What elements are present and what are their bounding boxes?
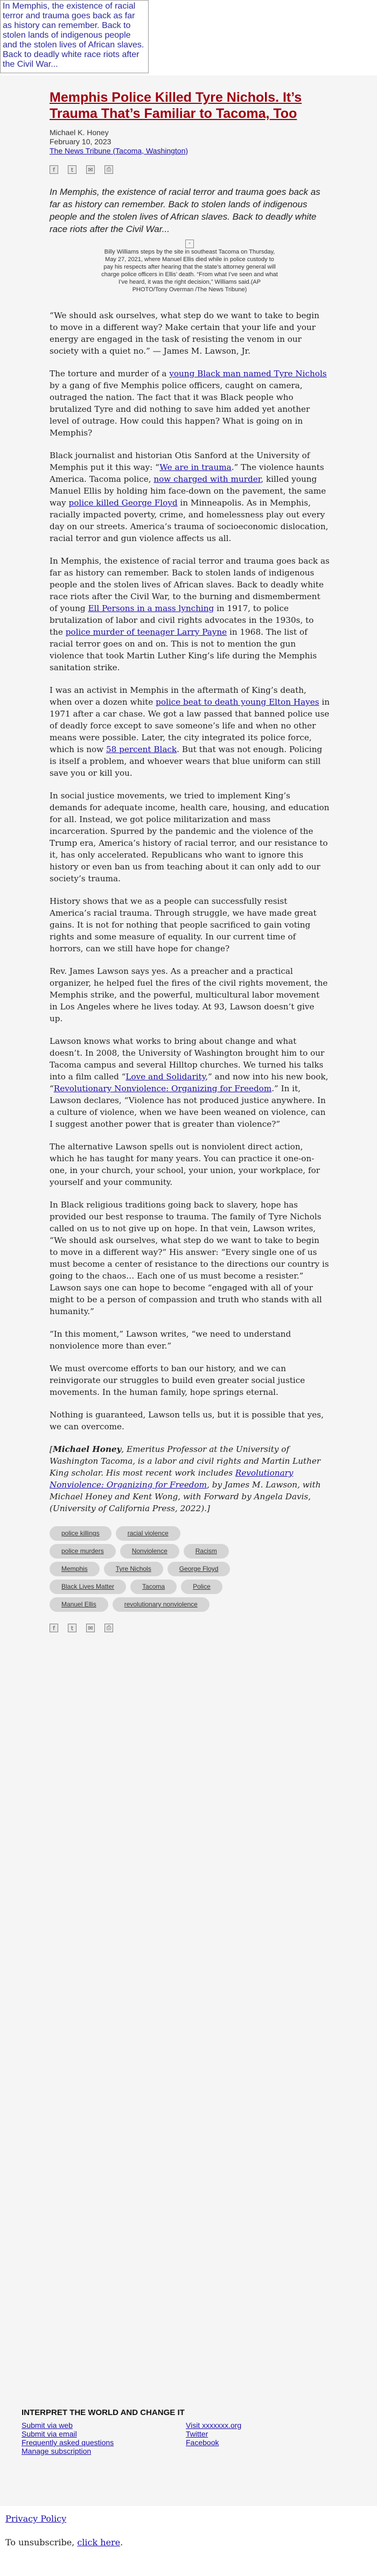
footer-link-visit[interactable]: Visit xxxxxxx.org	[186, 2421, 242, 2430]
photo-caption: Billy Williams steps by the site in southeast Tacoma on Thursday, May 27, 2021, where Manuel Ellis died while in police custody to pay his respects after hearing that the state’s attorney general will charge police officers in Ellis’ death. “From what I’ve seen and what I’ve heard, it was the right decision,” Williams said.(AP PHOTO/Tony Overman /The News Tribune)	[101, 249, 278, 293]
article-title[interactable]: Memphis Police Killed Tyre Nichols. It’s Trauma That’s Familiar to Tacoma, Too	[50, 90, 302, 121]
link-we-are-in-trauma[interactable]: We are in trauma	[159, 462, 232, 472]
email-icon[interactable]: ✉	[86, 1624, 95, 1632]
print-icon[interactable]: ⎙	[104, 165, 113, 174]
tag[interactable]: Nonviolence	[120, 1544, 179, 1559]
paragraph: The alternative Lawson spells out is nonviolent direct action, which he has taught for many years. You can practice it one-on-one, in your church, your school, your union, your workplace, for yourself and your community.	[50, 1142, 320, 1187]
tag[interactable]: George Floyd	[167, 1562, 231, 1576]
paragraph: Black journalist and historian Otis Sanford at the University of Memphis put it this way: “We are in trauma.” The violence haunts America. Tacoma police, now charged with murder, killed young Manuel Ellis by holding him face-down on the pavement, the same way police killed George Floyd in Minneapolis. As in Memphis, racially impacted poverty, crime, and homelessness play out every day on our streets. America’s trauma of socioeconomic dislocation, racial terror and gun violence affects us all.	[50, 451, 329, 543]
footer-left-links	[22, 2421, 114, 2455]
footer-link-facebook[interactable]: Facebook	[186, 2438, 219, 2447]
twitter-icon[interactable]: t	[68, 1624, 76, 1632]
bio-book-link[interactable]: Revolutionary Nonviolence: Organizing for Freedom	[50, 1468, 294, 1490]
link-charged-with-murder[interactable]: now charged with murder	[153, 474, 261, 484]
tag[interactable]: Black Lives Matter	[50, 1580, 126, 1594]
link-ell-persons[interactable]: Ell Persons in a mass lynching	[88, 603, 214, 613]
paragraph: In Black religious traditions going back to slavery, hope has provided our best response to trauma. The family of Tyre Nichols called on us to not give up on hope. In that vein, Lawson writes, “We should ask ourselves, what step do we want to take to begin to move in a different way?” His answer: “Every single one of us must become a center of resistance to the directions our country is going to the chaos… Each one of us must become a resister.” Lawson says one can hope to become “engaged with all of your might to be a person of compassion and truth who stands with all humanity.”	[50, 1200, 329, 1316]
facebook-icon[interactable]: f	[50, 1624, 58, 1632]
author-bio: [Michael Honey, Emeritus Professor at the University of Washington Tacoma, is a labor and civil rights and Martin Luther King scholar. His most recent work includes Revolutionary Nonviolence: Organizing for Freedom, by James M. Lawson, with Michael Honey and Kent Wong, with Forward by Angela Davis, (University of California Press, 2022).]	[50, 1444, 321, 1513]
footer-link-twitter[interactable]: Twitter	[186, 2430, 208, 2438]
link-revolutionary-nonviolence[interactable]: Revolutionary Nonviolence: Organizing for Freedom	[53, 1084, 272, 1093]
email-body	[0, 75, 377, 2398]
source-link[interactable]: The News Tribune (Tacoma, Washington)	[50, 146, 188, 155]
footer	[0, 2398, 377, 2506]
privacy-policy-link[interactable]: Privacy Policy	[5, 2514, 67, 2524]
link-young-black-man[interactable]: young Black man named Tyre Nichols	[169, 369, 327, 378]
link-larry-payne[interactable]: police murder of teenager Larry Payne	[65, 627, 227, 637]
paragraph: Rev. James Lawson says yes. As a preacher and a practical organizer, he helped fuel the fires of the civil rights movement, the Memphis strike, and the powerful, multicultural labor movement in Los Angeles where he lives today. At 93, Lawson doesn’t give up.	[50, 966, 328, 1023]
link-george-floyd[interactable]: police killed George Floyd	[68, 498, 178, 508]
bio-text: , Emeritus Professor at the University of Washington Tacoma, is a labor and civil rights and Martin Luther King scholar. His most recent work includes	[50, 1444, 321, 1478]
email-icon[interactable]: ✉	[86, 165, 95, 174]
link-58-percent-black[interactable]: 58 percent Black	[106, 745, 177, 754]
tag[interactable]: revolutionary nonviolence	[113, 1597, 210, 1612]
article-body	[50, 310, 330, 1632]
unsubscribe-text: To unsubscribe,	[5, 2537, 78, 2547]
footer-link-manage[interactable]: Manage subscription	[22, 2447, 92, 2455]
paragraph: “In this moment,” Lawson writes, “we need to understand nonviolence more than ever.”	[50, 1329, 291, 1351]
tag[interactable]: Tacoma	[130, 1580, 177, 1594]
link-elton-hayes[interactable]: police beat to death young Elton Hayes	[156, 697, 319, 707]
tag[interactable]: police murders	[50, 1544, 116, 1559]
footer-right-links	[186, 2421, 241, 2447]
author: Michael K. Honey	[50, 128, 109, 137]
date: February 10, 2023	[50, 137, 111, 146]
footer-link-submit-email[interactable]: Submit via email	[22, 2430, 77, 2438]
share-row-bottom	[50, 1624, 330, 1632]
footer-link-faq[interactable]: Frequently asked questions	[22, 2438, 114, 2447]
bio-name: Michael Honey	[52, 1444, 122, 1454]
paragraph: The torture and murder of a young Black man named Tyre Nichols by a gang of five Memphis police officers, caught on camera, outraged the nation. The fact that it was Black people who brutalized Tyre and did nothing to save him added yet another level of outrage. How could this happen? What is going on in Memphis?	[50, 369, 327, 438]
tag[interactable]: racial violence	[116, 1526, 180, 1541]
paragraph: Lawson knows what works to bring about change and what doesn’t. In 2008, the University of Washington brought him to our Tacoma campus and several Hilltop churches. We turned his talks into a film called “Love and Solidarity,” and now into his new book, “Revolutionary Nonviolence: Organizing for Freedom.” In it, Lawson declares, “Violence has not produced justice anywhere. In a culture of violence, when we have been weaned on violence, can I suggest another power that is greater than violence?”	[50, 1036, 329, 1129]
lede: In Memphis, the existence of racial terror and trauma goes back as far as history can remember. Back to stolen lands of indigenous people and the stolen lives of African slaves. Back to deadly white race riots after the Civil War...	[50, 187, 320, 234]
unsubscribe-link[interactable]: click here	[77, 2537, 121, 2547]
paragraph: In Memphis, the existence of racial terror and trauma goes back as far as history can remember. Back to stolen lands of indigenous people and the stolen lives of African slaves. Back to deadly white race riots after the Civil War, to the burning and dismemberment of young Ell Persons in a mass lynching in 1917, to police brutalization of labor and civil rights advocates in the 1930s, to the police murder of teenager Larry Payne in 1968. The list of racial terror goes on and on. This is not to mention the gun violence that took Martin Luther King’s life during the Memphis sanitation strike.	[50, 556, 330, 672]
tag[interactable]: Racism	[184, 1544, 229, 1559]
footer-title: INTERPRET THE WORLD AND CHANGE IT	[22, 2408, 185, 2417]
tag[interactable]: Police	[181, 1580, 222, 1594]
tag-list	[50, 1526, 233, 1612]
paragraph: “We should ask ourselves, what step do we want to take to begin to move in a different way? Make certain that your life and your energy are engaged in the task of resisting the venom in our society with a quiet no.” — James M. Lawson, Jr.	[50, 311, 319, 356]
twitter-icon[interactable]: t	[68, 165, 76, 174]
paragraph: I was an activist in Memphis in the aftermath of King’s death, when over a dozen white police beat to death young Elton Hayes in 1971 after a car chase. We got a law passed that banned police use of deadly force except to save someone’s life and when no other means were possible. Later, the city integrated its police force, which is now 58 percent Black. But that was not enough. Policing is itself a problem, and whoever wears that blue uniform can still save you or kill you.	[50, 685, 330, 778]
tag[interactable]: Tyre Nichols	[104, 1562, 163, 1576]
byline	[50, 128, 330, 156]
tag[interactable]: Memphis	[50, 1562, 100, 1576]
bio-text: , by James M. Lawson, with Michael Honey and Kent Wong, with Forward by Angela Davis, (University of California Press, 2022).]	[50, 1480, 321, 1513]
paragraph: History shows that we as a people can successfully resist America’s racial trauma. Through struggle, we have made great gains. It is not for nothing that people sacrificed to gain voting rights and some measure of equality. In our current time of horrors, can we still have hope for change?	[50, 896, 317, 953]
photo-icon: ▫	[185, 240, 194, 248]
tag[interactable]: Manuel Ellis	[50, 1597, 108, 1612]
unsubscribe-period: .	[120, 2537, 123, 2547]
paragraph: We must overcome efforts to ban our history, and we can reinvigorate our struggles to build even greater social justice movements. In the human family, hope springs eternal.	[50, 1364, 305, 1397]
preheader-text: In Memphis, the existence of racial terror and trauma goes back as far as history can remember. Back to stolen lands of indigenous people and the stolen lives of African slaves. Back to deadly white race riots after the Civil War...	[0, 0, 149, 73]
print-icon[interactable]: ⎙	[104, 1624, 113, 1632]
tag[interactable]: police killings	[50, 1526, 111, 1541]
bottom-links	[5, 2513, 123, 2549]
share-row	[50, 165, 330, 174]
paragraph: Nothing is guaranteed, Lawson tells us, but it is possible that yes, we can overcome.	[50, 1410, 324, 1431]
facebook-icon[interactable]: f	[50, 165, 58, 174]
link-love-and-solidarity[interactable]: Love and Solidarity	[125, 1072, 206, 1082]
footer-link-submit-web[interactable]: Submit via web	[22, 2421, 73, 2430]
paragraph: In social justice movements, we tried to implement King’s demands for adequate income, health care, housing, and education for all. Instead, we got police militarization and mass incarceration. Spurred by the pandemic and the violence of the Trump era, America’s history of racial terror, and our resistance to it, has only accelerated. Republicans who want to ignore this history or even ban us from teaching about it can only add to our society’s trauma.	[50, 791, 330, 883]
photo	[101, 240, 278, 293]
